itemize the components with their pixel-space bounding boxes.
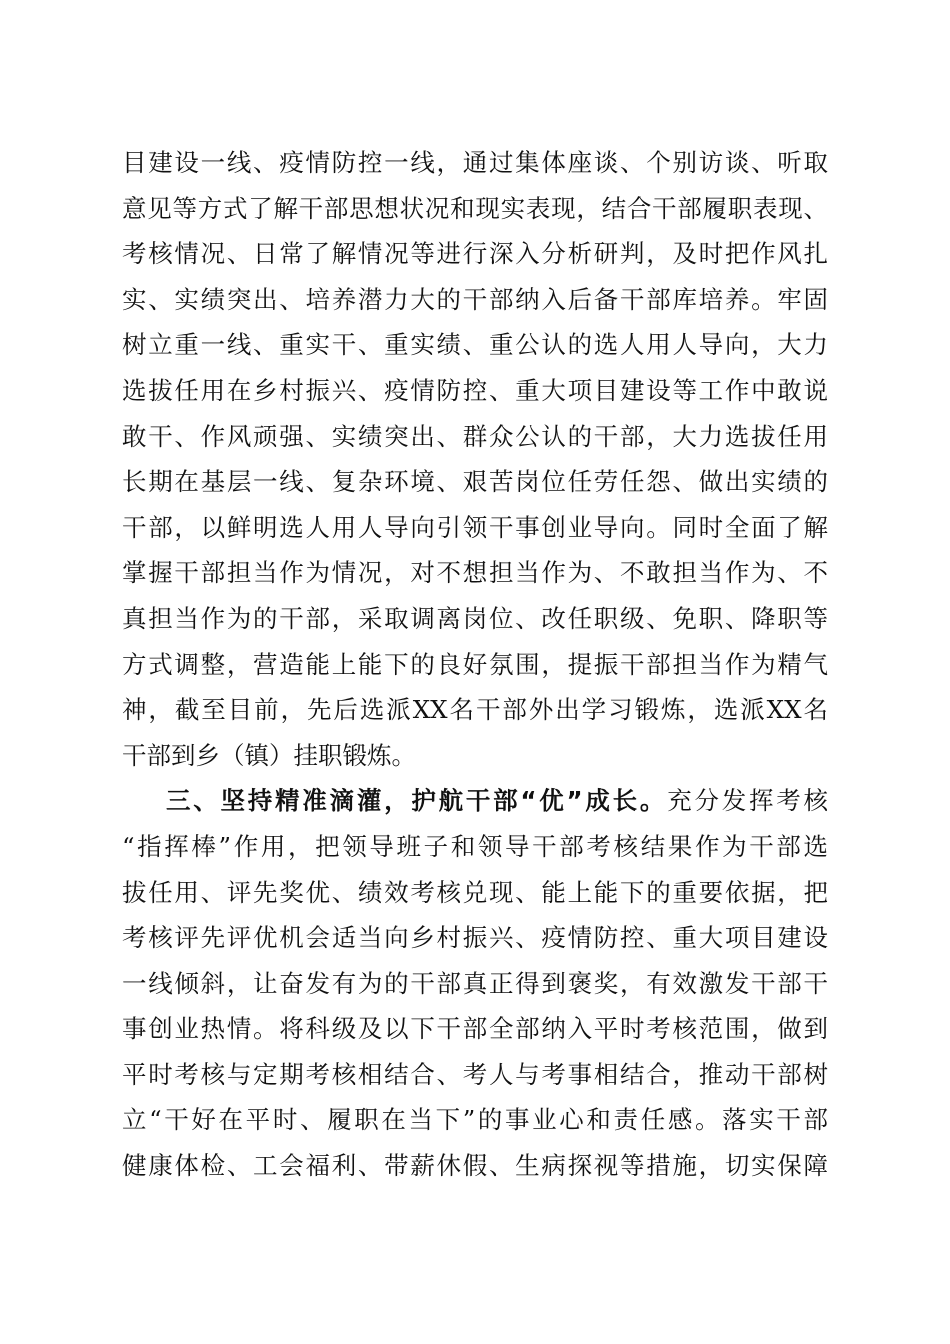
text-line: 平时考核与定期考核相结合、考人与考事相结合，推动干部树 — [122, 1059, 828, 1089]
text-line: 干部到乡（镇）挂职锻炼。 — [122, 740, 416, 770]
section-3-heading: 三、坚持精准滴灌，护航干部“优”成长。 — [166, 786, 668, 816]
text-line: 方式调整，营造能上能下的良好氛围，提振干部担当作为精气 — [122, 649, 828, 679]
text-line: 实、实绩突出、培养潜力大的干部纳入后备干部库培养。牢固 — [122, 284, 828, 314]
text-line: 真担当作为的干部，采取调离岗位、改任职级、免职、降职等 — [122, 603, 828, 633]
text-line: 选拔任用在乡村振兴、疫情防控、重大项目建设等工作中敢说 — [122, 375, 828, 405]
text-line: 一线倾斜，让奋发有为的干部真正得到褒奖，有效激发干部干 — [122, 968, 828, 998]
text-line: 神，截至目前，先后选派XX名干部外出学习锻炼，选派XX名 — [122, 695, 828, 725]
text-line: 长期在基层一线、复杂环境、艰苦岗位任劳任怨、做出实绩的 — [122, 467, 828, 497]
text-line: 敢干、作风顽强、实绩突出、群众公认的干部，大力选拔任用 — [122, 421, 828, 451]
section-3-paragraph — [122, 778, 828, 1188]
text-line: 健康体检、工会福利、带薪休假、生病探视等措施，切实保障 — [122, 1151, 828, 1181]
text-line: 目建设一线、疫情防控一线，通过集体座谈、个别访谈、听取 — [122, 148, 828, 177]
text-line: 意见等方式了解干部思想状况和现实表现，结合干部履职表现、 — [122, 193, 828, 223]
text-line: 考核评先评优机会适当向乡村振兴、疫情防控、重大项目建设 — [122, 923, 828, 953]
text-line: “指挥棒”作用，把领导班子和领导干部考核结果作为干部选 — [122, 831, 828, 861]
text-line: 树立重一线、重实干、重实绩、重公认的选人用人导向，大力 — [122, 330, 828, 360]
paragraph-continuation — [122, 140, 828, 778]
text-line: 事创业热情。将科级及以下干部全部纳入平时考核范围，做到 — [122, 1014, 828, 1044]
text-line: 拔任用、评先奖优、绩效考核兑现、能上能下的重要依据，把 — [122, 877, 828, 907]
text-line: 干部，以鲜明选人用人导向引领干事创业导向。同时全面了解 — [122, 512, 828, 542]
section-3-first-line-text: 充分发挥考核 — [667, 786, 828, 816]
text-line: 考核情况、日常了解情况等进行深入分析研判，及时把作风扎 — [122, 239, 828, 269]
text-line: 立“干好在平时、履职在当下”的事业心和责任感。落实干部 — [122, 1105, 828, 1135]
body-text — [122, 140, 828, 1189]
section-3-first-line — [122, 778, 828, 824]
text-line: 掌握干部担当作为情况，对不想担当作为、不敢担当作为、不 — [122, 558, 828, 588]
